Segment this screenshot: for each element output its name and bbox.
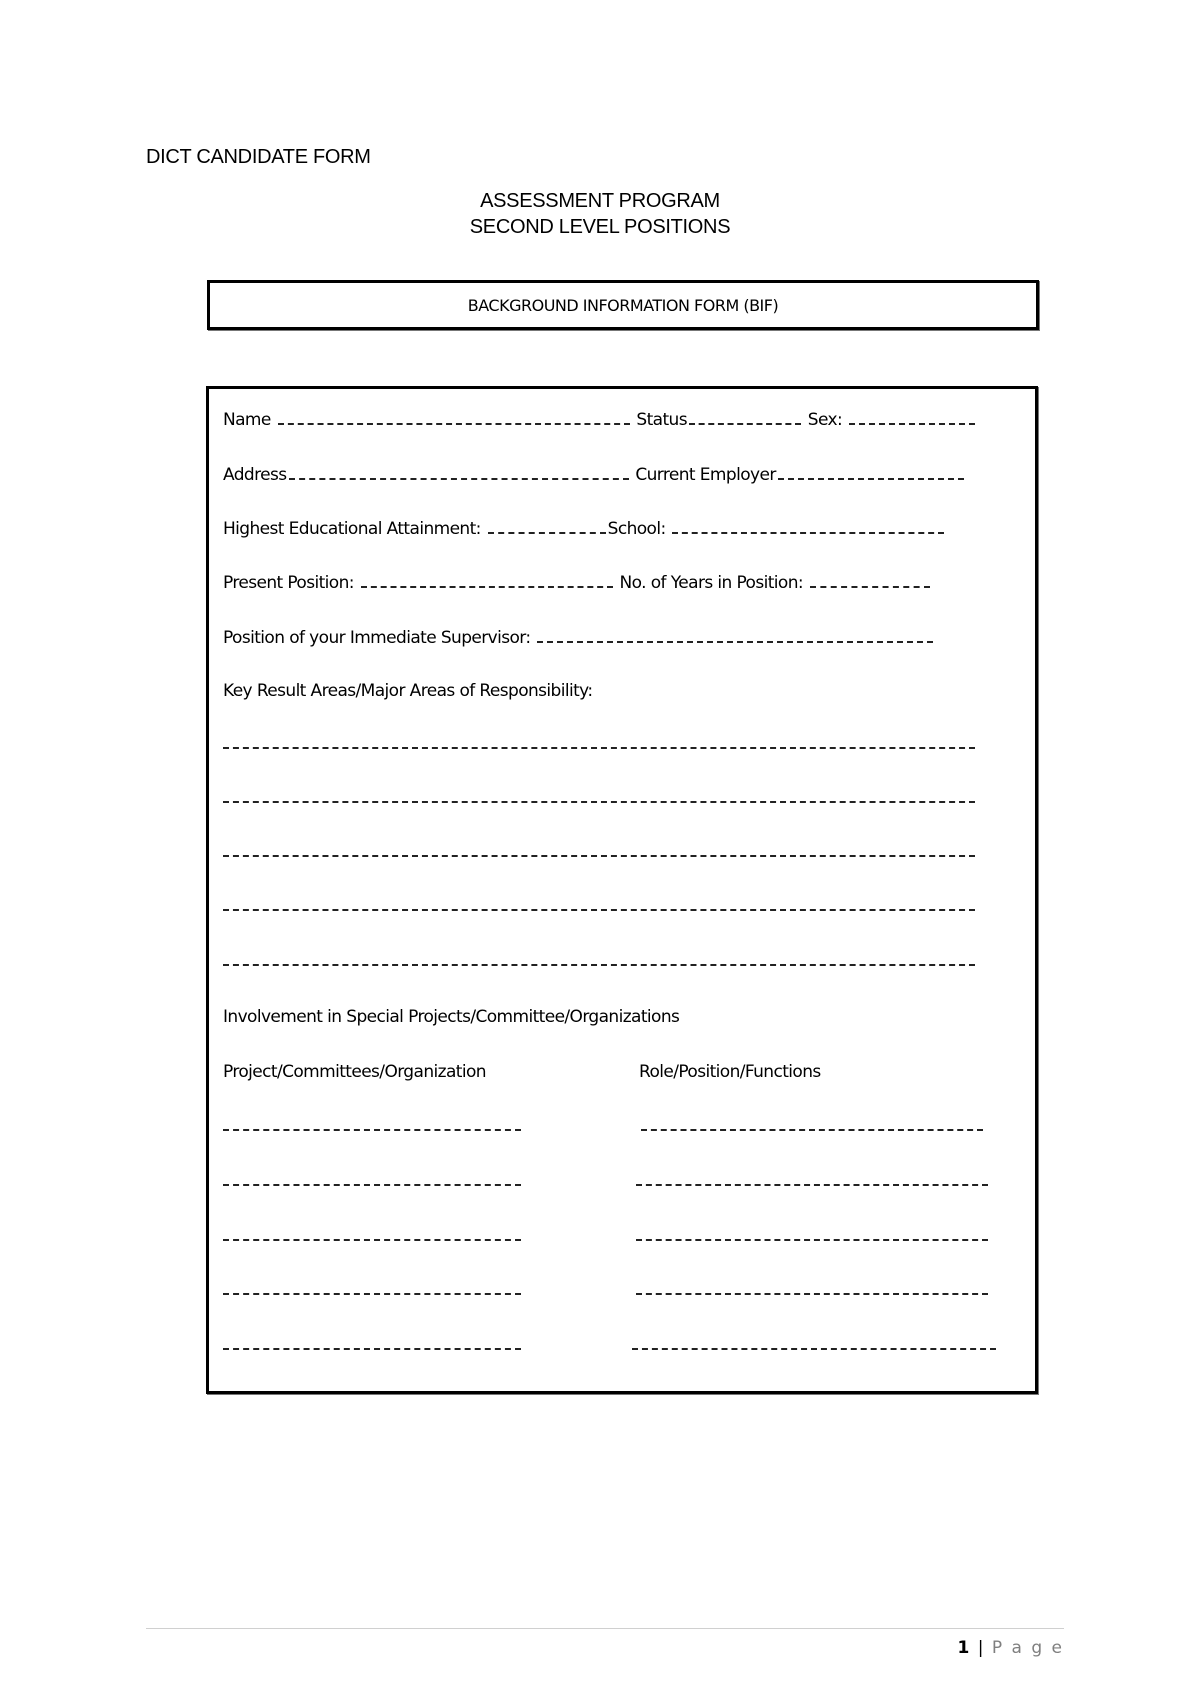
sex-label: Sex: bbox=[807, 410, 843, 430]
kra-line-5[interactable] bbox=[223, 964, 975, 966]
background-form bbox=[206, 386, 1038, 1394]
page-number: 1 bbox=[957, 1638, 970, 1658]
name-label: Name bbox=[223, 410, 271, 430]
kra-line-4[interactable] bbox=[223, 909, 975, 911]
col-role-header: Role/Position/Functions bbox=[639, 1062, 821, 1082]
project-line-5[interactable] bbox=[223, 1348, 521, 1350]
education-field[interactable] bbox=[488, 518, 606, 534]
supervisor-label: Position of your Immediate Supervisor: bbox=[223, 628, 531, 648]
present-position-field[interactable] bbox=[361, 572, 613, 588]
kra-line-3[interactable] bbox=[223, 855, 975, 857]
address-field[interactable] bbox=[289, 464, 629, 480]
kra-label: Key Result Areas/Major Areas of Responsibility: bbox=[223, 681, 593, 701]
role-line-1[interactable] bbox=[641, 1129, 983, 1131]
document-label: DICT CANDIDATE FORM bbox=[146, 146, 371, 168]
row-address-employer bbox=[223, 464, 966, 485]
school-field[interactable] bbox=[672, 518, 944, 534]
involvement-label: Involvement in Special Projects/Committee/Organizations bbox=[223, 1007, 680, 1027]
project-line-1[interactable] bbox=[223, 1129, 521, 1131]
supervisor-field[interactable] bbox=[537, 627, 933, 643]
status-label: Status bbox=[636, 410, 687, 430]
years-field[interactable] bbox=[810, 572, 930, 588]
project-line-4[interactable] bbox=[223, 1293, 521, 1295]
role-line-4[interactable] bbox=[636, 1293, 988, 1295]
present-position-label: Present Position: bbox=[223, 573, 354, 593]
program-subtitle: SECOND LEVEL POSITIONS bbox=[469, 216, 731, 238]
form-title: BACKGROUND INFORMATION FORM (BIF) bbox=[467, 296, 779, 315]
education-label: Highest Educational Attainment: bbox=[223, 519, 481, 539]
role-line-5[interactable] bbox=[632, 1348, 996, 1350]
row-education-school bbox=[223, 518, 946, 539]
row-name-status-sex bbox=[223, 409, 977, 430]
address-label: Address bbox=[223, 465, 287, 485]
project-line-2[interactable] bbox=[223, 1184, 521, 1186]
school-label: School: bbox=[607, 519, 666, 539]
status-field[interactable] bbox=[689, 409, 801, 425]
row-supervisor bbox=[223, 627, 935, 648]
page-separator: | bbox=[977, 1638, 984, 1658]
role-line-3[interactable] bbox=[636, 1239, 988, 1241]
project-line-3[interactable] bbox=[223, 1239, 521, 1241]
col-project-header: Project/Committees/Organization bbox=[223, 1062, 486, 1082]
footer-divider bbox=[146, 1628, 1064, 1629]
row-position-years bbox=[223, 572, 932, 593]
program-title: ASSESSMENT PROGRAM bbox=[480, 190, 720, 212]
name-field[interactable] bbox=[278, 409, 630, 425]
kra-line-2[interactable] bbox=[223, 801, 975, 803]
page-word: P a g e bbox=[991, 1638, 1064, 1658]
kra-line-1[interactable] bbox=[223, 747, 975, 749]
years-label: No. of Years in Position: bbox=[619, 573, 804, 593]
page-footer bbox=[957, 1638, 1064, 1658]
role-line-2[interactable] bbox=[636, 1184, 988, 1186]
employer-label: Current Employer bbox=[635, 465, 776, 485]
sex-field[interactable] bbox=[849, 409, 975, 425]
form-title-box bbox=[207, 280, 1039, 330]
employer-field[interactable] bbox=[778, 464, 964, 480]
